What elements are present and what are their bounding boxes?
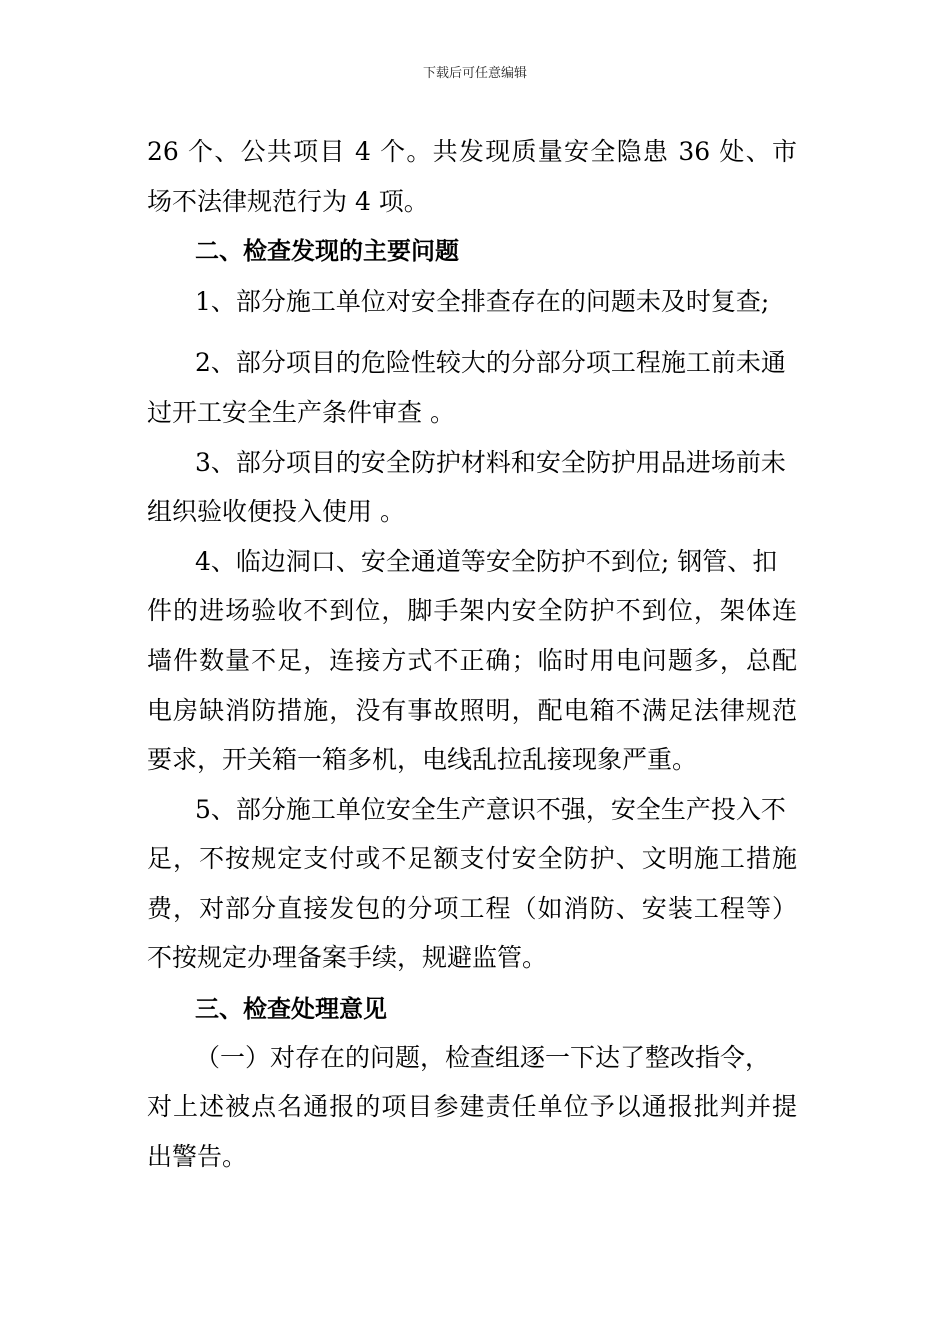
paragraph-line: 场不法律规范行为 4 项。 — [147, 187, 429, 216]
paragraph-line: 5、部分施工单位安全生产意识不强，安全生产投入不 — [195, 795, 786, 824]
paragraph-line: 件的进场验收不到位，脚手架内安全防护不到位，架体连 — [147, 596, 797, 625]
paragraph-line: （一）对存在的问题，检查组逐一下达了整改指令， — [195, 1043, 771, 1072]
paragraph-line: 1、部分施工单位对安全排查存在的问题未及时复查; — [195, 287, 770, 316]
paragraph-line: 电房缺消防措施，没有事故照明，配电箱不满足法律规范 — [147, 696, 797, 725]
paragraph-line: 26 个、公共项目 4 个。共发现质量安全隐患 36 处、市 — [147, 137, 797, 166]
page-header: 下载后可任意编辑 — [422, 66, 527, 81]
paragraph-line: 不按规定办理备案手续，规避监管。 — [147, 943, 548, 972]
paragraph-line: 2、部分项目的危险性较大的分部分项工程施工前未通 — [195, 348, 786, 377]
paragraph-line: 3、部分项目的安全防护材料和安全防护用品进场前未 — [195, 448, 786, 477]
paragraph-line: 对上述被点名通报的项目参建责任单位予以通报批判并提 — [147, 1092, 797, 1121]
paragraph-line: 足，不按规定支付或不足额支付安全防护、文明施工措施 — [147, 844, 797, 873]
section-heading: 三、检查处理意见 — [195, 995, 387, 1023]
section-heading: 二、检查发现的主要问题 — [195, 237, 459, 265]
paragraph-line: 要求，开关箱一箱多机，电线乱拉乱接现象严重。 — [147, 745, 698, 774]
paragraph-line: 组织验收便投入使用 。 — [147, 497, 405, 526]
paragraph-line: 4、临边洞口、安全通道等安全防护不到位; 钢管、扣 — [195, 547, 778, 576]
paragraph-line: 费，对部分直接发包的分项工程（如消防、安装工程等） — [147, 894, 797, 923]
paragraph-line: 出警告。 — [147, 1142, 248, 1171]
paragraph-line: 过开工安全生产条件审查 。 — [147, 398, 455, 427]
paragraph-line: 墙件数量不足，连接方式不正确；临时用电问题多，总配 — [147, 646, 797, 675]
